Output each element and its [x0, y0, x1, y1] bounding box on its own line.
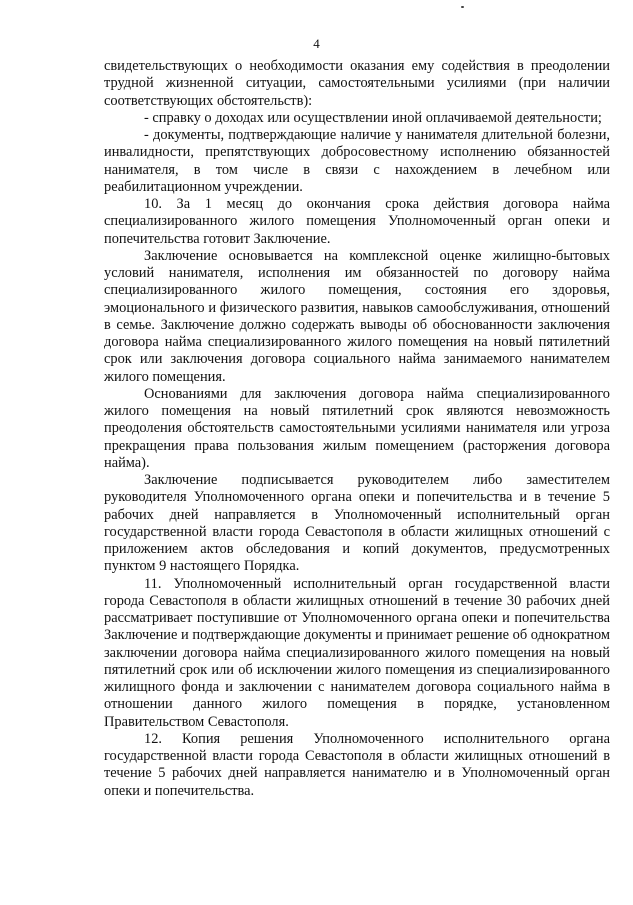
list-item-income-certificate: - справку о доходах или осуществлении иной оплачиваемой деятельности;: [144, 109, 602, 126]
paragraph-grounds: Основаниями для заключения договора найма специализированного жилого помещения на новый пятилетний срок являются невозможность преодоления обстоятельств самостоятельными усилиями нанимателя или угроза прекращения права пользования жилым помещением (расторжения договора найма).: [104, 385, 610, 471]
paragraph-conclusion-signing: Заключение подписывается руководителем либо заместителем руководителя Уполномоченного органа опеки и попечительства и в течение 5 рабочих дней направляется в Уполномоченный исполнительный орган государственной власти города Севастополя в области жилищных отношений с приложением актов обследования и копий документов, предусмотренных пунктом 9 настоящего Порядка.: [104, 472, 610, 575]
list-item-illness-documents: - документы, подтверждающие наличие у нанимателя длительной болезни, инвалидности, препятствующих добросовестному исполнению обязанностей нанимателя, в том числе в связи с нахождением в лечебном или реабилитационном учреждении.: [104, 127, 610, 195]
clause-12: 12. Копия решения Уполномоченного исполнительного органа государственной власти города Севастополя в области жилищных отношений в течение 5 рабочих дней направляется нанимателю и в Уполномоченный орган опеки и попечительства.: [104, 730, 610, 799]
scan-mark: [461, 6, 464, 8]
page-number: 4: [313, 36, 320, 51]
paragraph-continuation: свидетельствующих о необходимости оказания ему содействия в преодолении трудной жизненной ситуации, самостоятельными усилиями (при наличии соответствующих обстоятельств):: [104, 58, 610, 109]
paragraph-conclusion-basis: Заключение основывается на комплексной оценке жилищно-бытовых условий нанимателя, исполнения им обязанностей по договору найма специализированного жилого помещения, состояния его здоровья, эмоционального и физического развития, навыков самообслуживания, отношений в семье. Заключение должно содержать выводы об обоснованности заключения договора найма специализированного жилого помещения на новый пятилетний срок или заключения договора социального найма занимаемого нанимателем жилого помещения.: [104, 247, 610, 385]
clause-11: 11. Уполномоченный исполнительный орган государственной власти города Севастополя в области жилищных отношений в течение 30 рабочих дней рассматривает поступившие от Уполномоченного органа опеки и попечительства Заключение и подтверждающие документы и принимает решение об однократном заключении договора найма специализированного жилого помещения на новый пятилетний срок или об исключении жилого помещения из специализированного жилищного фонда и заключении с нанимателем договора социального найма в отношении данного жилого помещения в порядке, установленном Правительством Севастополя.: [104, 575, 610, 730]
clause-10: 10. За 1 месяц до окончания срока действия договора найма специализированного жилого помещения Уполномоченный орган опеки и попечительства готовит Заключение.: [104, 196, 610, 247]
document-body: [104, 58, 610, 800]
